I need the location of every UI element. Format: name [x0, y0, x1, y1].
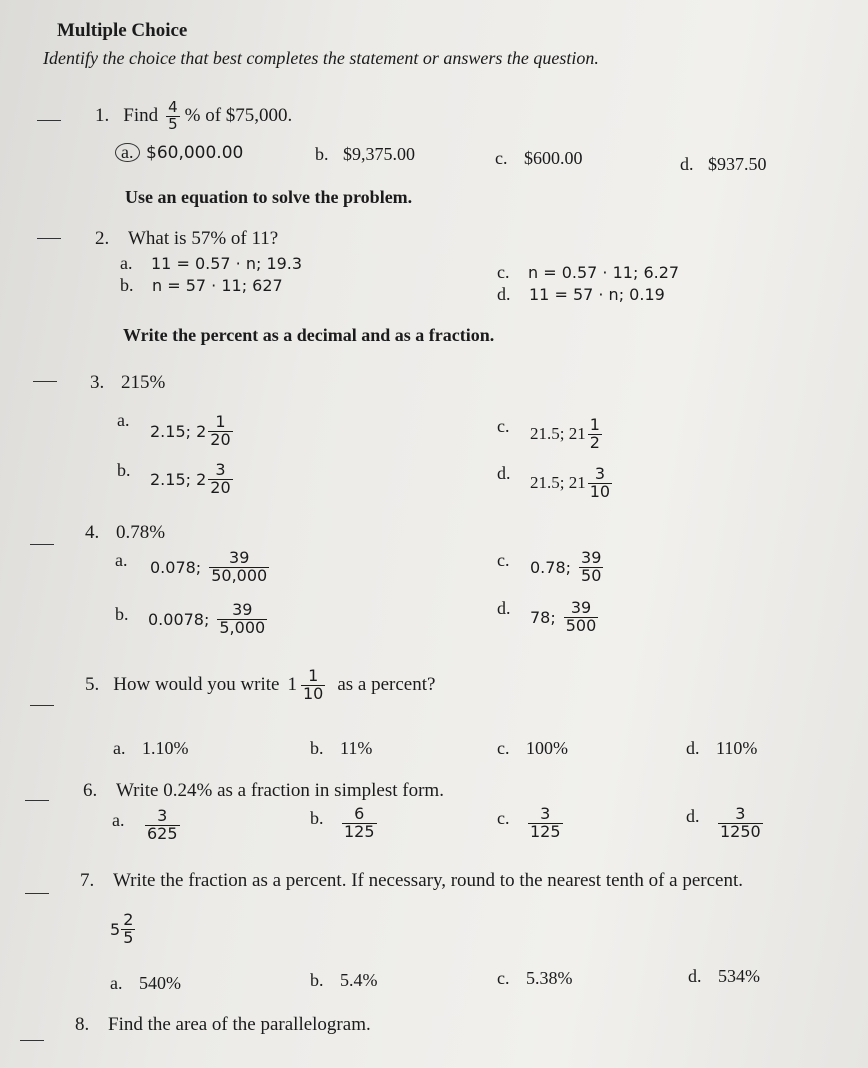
option-text: 5.38% — [526, 968, 573, 988]
question-text: How would you write — [113, 674, 280, 696]
option-label: d. — [497, 598, 511, 618]
option-7a[interactable] — [110, 973, 181, 994]
option-label: d. — [686, 738, 700, 758]
fraction-denominator: 625 — [147, 823, 178, 843]
fraction-numerator: 39 — [229, 548, 250, 567]
fraction — [166, 100, 180, 133]
option-label: a. — [113, 738, 126, 758]
answer-blank-8[interactable] — [20, 1040, 44, 1041]
fraction-denominator: 5,000 — [219, 617, 266, 637]
question-text: 215% — [121, 372, 166, 393]
option-label: b. — [315, 144, 329, 164]
option-7b[interactable] — [310, 970, 378, 991]
question-text: % of $75,000. — [184, 105, 293, 127]
question-number: 2. — [95, 228, 110, 249]
option-6d[interactable] — [686, 806, 700, 827]
question-6 — [83, 780, 444, 802]
option-text: 0.0078; — [148, 609, 210, 629]
option-text: $60,000.00 — [146, 143, 244, 163]
option-label: c. — [497, 262, 510, 282]
question-number: 8. — [75, 1014, 90, 1035]
option-2d[interactable] — [497, 284, 665, 305]
question-7-fraction — [110, 912, 137, 947]
option-label: c. — [497, 550, 510, 570]
option-6a[interactable] — [112, 810, 125, 831]
option-5a[interactable] — [113, 738, 189, 759]
question-text: What is 57% of 11? — [128, 228, 279, 249]
fraction-numerator: 39 — [581, 548, 602, 567]
option-7d[interactable] — [688, 966, 760, 987]
option-label: d. — [688, 966, 702, 986]
section-heading: Use an equation to solve the problem. — [125, 187, 413, 207]
option-4c[interactable] — [497, 550, 510, 571]
option-label: b. — [120, 275, 134, 295]
fraction — [718, 806, 763, 841]
question-text: 0.78% — [116, 522, 166, 543]
question-number: 5. — [85, 674, 100, 696]
option-text: 100% — [526, 738, 568, 758]
option-2c[interactable] — [497, 262, 679, 283]
question-text: Write the fraction as a percent. If necessary, round to the nearest tenth of a percent. — [113, 870, 743, 891]
option-3b-value — [150, 462, 235, 497]
option-6b-value — [340, 806, 379, 841]
mixed-number-whole: 1 — [287, 674, 297, 696]
question-number: 4. — [85, 522, 100, 543]
fraction — [342, 806, 377, 841]
option-2b[interactable] — [120, 275, 283, 296]
option-label: b. — [310, 970, 324, 990]
fraction-denominator: 2 — [589, 432, 600, 452]
fraction — [528, 806, 563, 841]
question-3 — [90, 372, 165, 394]
option-1b[interactable] — [315, 144, 415, 165]
answer-blank-3[interactable] — [33, 381, 57, 382]
fraction — [121, 912, 135, 947]
option-label: a. — [115, 550, 128, 570]
option-4b-value — [148, 602, 269, 637]
option-2a[interactable] — [120, 253, 302, 274]
option-3a[interactable] — [117, 410, 130, 431]
question-number: 6. — [83, 780, 98, 801]
option-3c[interactable] — [497, 416, 510, 437]
option-text: 534% — [718, 966, 760, 986]
option-label: d. — [686, 806, 700, 826]
option-label: d. — [497, 463, 511, 483]
option-5c[interactable] — [497, 738, 568, 759]
fraction-numerator: 3 — [540, 804, 551, 823]
section-heading: Write the percent as a decimal and as a fraction. — [123, 325, 495, 345]
option-text: $600.00 — [524, 148, 583, 168]
fraction-denominator: 50,000 — [211, 565, 268, 585]
answer-blank-2[interactable] — [37, 238, 61, 239]
option-5b[interactable] — [310, 738, 372, 759]
option-1d[interactable] — [680, 154, 767, 175]
question-5 — [85, 668, 435, 703]
option-3a-value — [150, 414, 235, 449]
option-text: 78; — [530, 607, 556, 627]
fraction — [217, 602, 267, 637]
fraction-numerator: 1 — [215, 412, 226, 431]
option-text: 540% — [139, 973, 181, 993]
answer-blank-6[interactable] — [25, 800, 49, 801]
question-2 — [95, 228, 278, 250]
option-label: c. — [497, 808, 510, 828]
option-4c-value — [530, 550, 605, 585]
question-number: 3. — [90, 372, 105, 393]
option-text: 5.4% — [340, 970, 378, 990]
option-4a-value — [150, 550, 271, 585]
fraction — [588, 417, 602, 452]
fraction — [145, 808, 180, 843]
option-label: d. — [680, 154, 694, 174]
section-title: Multiple Choice — [57, 20, 188, 41]
fraction-denominator: 500 — [565, 615, 597, 635]
option-6b[interactable] — [310, 808, 324, 829]
option-text: 11 = 0.57 · n; 19.3 — [151, 254, 303, 273]
instructions: Identify the choice that best completes the statement or answers the question. — [43, 48, 599, 68]
fraction-numerator: 6 — [354, 804, 365, 823]
question-text: as a percent? — [337, 674, 436, 696]
fraction-denominator: 10 — [589, 481, 611, 501]
option-label: a. — [110, 973, 123, 993]
fraction-denominator: 20 — [210, 477, 231, 497]
fraction-denominator: 5 — [123, 927, 134, 947]
option-4b[interactable] — [115, 604, 129, 625]
fraction — [301, 668, 325, 703]
option-7c[interactable] — [497, 968, 573, 989]
option-1c[interactable] — [495, 148, 583, 169]
option-text: 0.78; — [530, 557, 572, 577]
option-text: 2.15; 2 — [150, 421, 207, 441]
option-text: $937.50 — [708, 154, 767, 174]
fraction-numerator: 2 — [123, 910, 134, 929]
option-label: c. — [497, 738, 510, 758]
question-number: 7. — [80, 870, 95, 891]
answer-blank-7[interactable] — [25, 893, 49, 894]
question-text: Find — [123, 105, 159, 127]
option-text: 2.15; 2 — [150, 469, 207, 489]
option-3d[interactable] — [497, 463, 511, 484]
option-text: 110% — [716, 738, 758, 758]
option-text: 21.5; 21 — [530, 473, 586, 493]
option-label: d. — [497, 284, 511, 304]
selected-answer-circle: a. — [115, 143, 140, 162]
answer-blank-1[interactable] — [37, 120, 61, 121]
option-label: c. — [495, 148, 508, 168]
mixed-number-whole: 5 — [110, 919, 121, 939]
option-label: a. — [112, 810, 125, 830]
fraction-denominator: 125 — [344, 821, 375, 841]
question-text: Write 0.24% as a fraction in simplest form. — [116, 780, 444, 801]
fraction-denominator: 125 — [530, 821, 561, 841]
fraction-denominator: 5 — [168, 114, 178, 133]
option-3b[interactable] — [117, 460, 131, 481]
option-text: 11% — [340, 738, 373, 758]
fraction-denominator: 1250 — [720, 821, 761, 841]
option-label: a. — [117, 410, 130, 430]
option-text: 21.5; 21 — [530, 424, 586, 444]
fraction-denominator: 50 — [581, 565, 602, 585]
option-text: n = 0.57 · 11; 6.27 — [528, 263, 680, 282]
fraction-numerator: 39 — [232, 600, 253, 619]
question-7 — [80, 870, 743, 892]
question-1 — [95, 100, 292, 133]
fraction — [564, 600, 599, 635]
fraction-numerator: 1 — [308, 666, 319, 685]
question-text: Find the area of the parallelogram. — [108, 1014, 371, 1035]
option-6c-value — [526, 806, 565, 841]
option-label: c. — [497, 968, 510, 988]
option-3c-value — [530, 417, 604, 452]
option-text: 1.10% — [142, 738, 189, 758]
fraction — [579, 550, 603, 585]
fraction-denominator: 20 — [210, 429, 231, 449]
option-text: 11 = 57 · n; 0.19 — [529, 285, 665, 304]
question-number: 1. — [95, 105, 110, 127]
option-6c[interactable] — [497, 808, 510, 829]
fraction — [209, 550, 269, 585]
fraction-numerator: 4 — [168, 98, 178, 116]
option-label: b. — [310, 808, 324, 828]
option-text: $9,375.00 — [343, 144, 415, 164]
question-4 — [85, 522, 165, 544]
fraction-numerator: 3 — [215, 460, 226, 479]
answer-blank-5[interactable] — [30, 705, 54, 706]
option-5d[interactable] — [686, 738, 757, 759]
option-6a-value — [143, 808, 182, 843]
option-4d[interactable] — [497, 598, 511, 619]
question-8 — [75, 1014, 371, 1036]
fraction-denominator: 10 — [302, 683, 324, 703]
option-label: a. — [120, 253, 133, 273]
option-4d-value — [530, 600, 600, 635]
option-label: b. — [310, 738, 324, 758]
option-label: b. — [117, 460, 131, 480]
fraction-numerator: 39 — [570, 598, 592, 617]
fraction-numerator: 3 — [735, 804, 746, 823]
fraction — [588, 466, 612, 501]
option-6d-value — [716, 806, 765, 841]
option-1a[interactable] — [115, 142, 243, 163]
option-4a[interactable] — [115, 550, 128, 571]
fraction-numerator: 1 — [589, 415, 600, 434]
option-text: 0.078; — [150, 557, 202, 577]
option-text: n = 57 · 11; 627 — [152, 276, 283, 295]
answer-blank-4[interactable] — [30, 544, 54, 545]
option-label: c. — [497, 416, 510, 436]
fraction-numerator: 3 — [594, 464, 605, 483]
fraction — [208, 414, 232, 449]
fraction — [208, 462, 232, 497]
option-label: b. — [115, 604, 129, 624]
fraction-numerator: 3 — [157, 806, 168, 825]
option-3d-value — [530, 466, 614, 501]
